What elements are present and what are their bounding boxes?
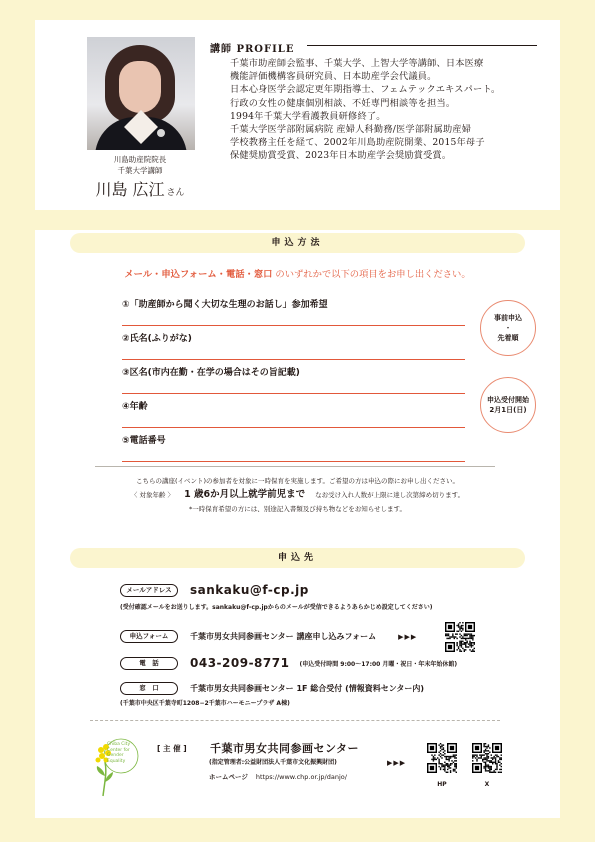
email-link[interactable]: sankaku@f-cp.jp <box>190 583 309 597</box>
lecturer-photo <box>87 37 195 150</box>
arrow-icon: ▶▶▶ <box>398 632 418 641</box>
form-qr-code[interactable] <box>445 622 475 652</box>
form-tag: 申込フォーム <box>120 630 178 643</box>
badge-line: ・ <box>504 324 512 332</box>
form-row <box>120 630 417 643</box>
badge-line: 申込受付開始 <box>487 396 529 404</box>
childcare-line: *一時保育希望の方には、別途記入書類及び持ち物などをお知らせします。 <box>188 505 407 513</box>
lecturer-honorific: さん <box>166 188 185 198</box>
bio-line: 機能評価機構客員研究員、日本助産学会代議員。 <box>230 71 437 83</box>
section-divider <box>95 466 495 467</box>
apply-channels: メール・申込フォーム・電話・窓口 <box>124 269 273 280</box>
required-item: ④年齢 <box>122 394 465 428</box>
email-row <box>120 583 309 597</box>
lecturer-name-text: 川島 広江 <box>95 180 165 199</box>
childcare-age-value: 1 歳6か月以上就学前児まで <box>184 489 306 500</box>
childcare-age-label: 〈 対象年齢 〉 <box>130 491 175 499</box>
application-card <box>35 230 560 818</box>
organizer-homepage <box>209 772 347 781</box>
lecturer-name <box>75 177 205 200</box>
x-qr-code[interactable] <box>472 743 502 773</box>
lecturer-profile-card <box>35 20 560 210</box>
profile-heading: 講師 PROFILE <box>210 44 295 55</box>
bio-line: 1994年千葉大学看護教員研修終了。 <box>230 110 386 122</box>
logo-text: Chiba City Center for Gender Equality <box>107 742 131 764</box>
lecturer-bio <box>230 57 550 163</box>
apply-method-heading: 申込方法 <box>70 233 525 253</box>
childcare-age-row <box>35 488 560 502</box>
window-address: (千葉市中央区千葉寺町1208−2千葉市ハーモニープラザ A棟) <box>120 700 290 707</box>
apply-instruction-rest: のいずれかで以下の項目をお申し出ください。 <box>272 269 471 280</box>
homepage-url[interactable]: https://www.chp.or.jp/danjo/ <box>255 773 347 781</box>
qr-label-x: X <box>484 781 490 788</box>
application-form-link[interactable]: 千葉市男女共同参画センター 講座申し込みフォーム <box>190 632 377 641</box>
organizer-managed-by: (指定管理者:公益財団法人千葉市文化振興財団) <box>209 759 337 766</box>
homepage-label: ホームページ <box>209 773 248 781</box>
childcare-line: こちらの講座(イベント)の参加者を対象に一時保育を実施します。ご希望の方は申込の際にお申し出ください。 <box>135 477 460 485</box>
badge-line: 2月1日(日) <box>489 406 527 414</box>
lecturer-title-line: 千葉大学講師 <box>117 166 163 175</box>
required-item: ⑤電話番号 <box>122 428 465 462</box>
qr-label-hp: HP <box>437 781 447 788</box>
email-note: (受付確認メールをお送りします。sankaku@f-cp.jpからのメールが受信できるようあらかじめ設定してください) <box>120 604 433 611</box>
phone-tag: 電 話 <box>120 657 178 670</box>
bio-line: 日本心身医学会認定更年期指導士、フェムテックエキスパート。 <box>230 84 501 96</box>
apply-instruction <box>35 266 560 280</box>
bio-line: 保健奨励賞受賞、2023年日本助産学会奨励賞受賞。 <box>230 150 452 162</box>
lecturer-title <box>75 154 205 176</box>
organizer-tag: [ 主 催 ] <box>157 744 187 753</box>
first-come-badge <box>480 300 536 356</box>
homepage-qr-code[interactable] <box>427 743 457 773</box>
required-item: ①「助産師から聞く大切な生理のお話し」参加希望 <box>122 292 465 326</box>
badge-line: 先着順 <box>497 334 519 342</box>
arrow-icon: ▶▶▶ <box>387 759 407 767</box>
phone-number[interactable]: 043-209-8771 <box>190 656 290 670</box>
bio-line: 千葉大学医学部附属病院 産婦人科勤務/医学部附属助産婦 <box>230 124 472 136</box>
childcare-age-note: なお受け入れ人数が上限に達し次第締め切ります。 <box>315 491 465 499</box>
application-start-badge <box>480 377 536 433</box>
organizer-name: 千葉市男女共同参画センター <box>210 742 360 755</box>
lecturer-title-line: 川島助産院院長 <box>113 155 167 164</box>
required-item: ③区名(市内在勤・在学の場合はその旨記載) <box>122 360 465 394</box>
window-location: 千葉市男女共同参画センター 1F 総合受付 (情報資料センター内) <box>190 684 425 693</box>
contact-heading: 申込先 <box>70 548 525 568</box>
bio-line: 学校教務主任を経て、2002年川島助産院開業、2015年母子 <box>230 137 485 149</box>
profile-heading-rule <box>307 45 537 46</box>
bio-line: 千葉市助産師会監事、千葉大学、上智大学等講師、日本医療 <box>230 58 484 69</box>
footer-divider <box>90 720 500 721</box>
required-item: ②氏名(ふりがな) <box>122 326 465 360</box>
required-items-list <box>122 292 465 462</box>
childcare-notice <box>35 474 560 516</box>
phone-row <box>120 656 457 670</box>
badge-line: 事前申込 <box>494 314 522 322</box>
window-tag: 窓 口 <box>120 682 178 695</box>
bio-line: 行政の女性の健康個別相談、不妊専門相談等を担当。 <box>230 97 456 109</box>
email-tag: メールアドレス <box>120 584 178 597</box>
phone-hours: (申込受付時間 9:00〜17:00 月曜・祝日・年末年始休館) <box>299 660 458 668</box>
window-row <box>120 682 424 695</box>
